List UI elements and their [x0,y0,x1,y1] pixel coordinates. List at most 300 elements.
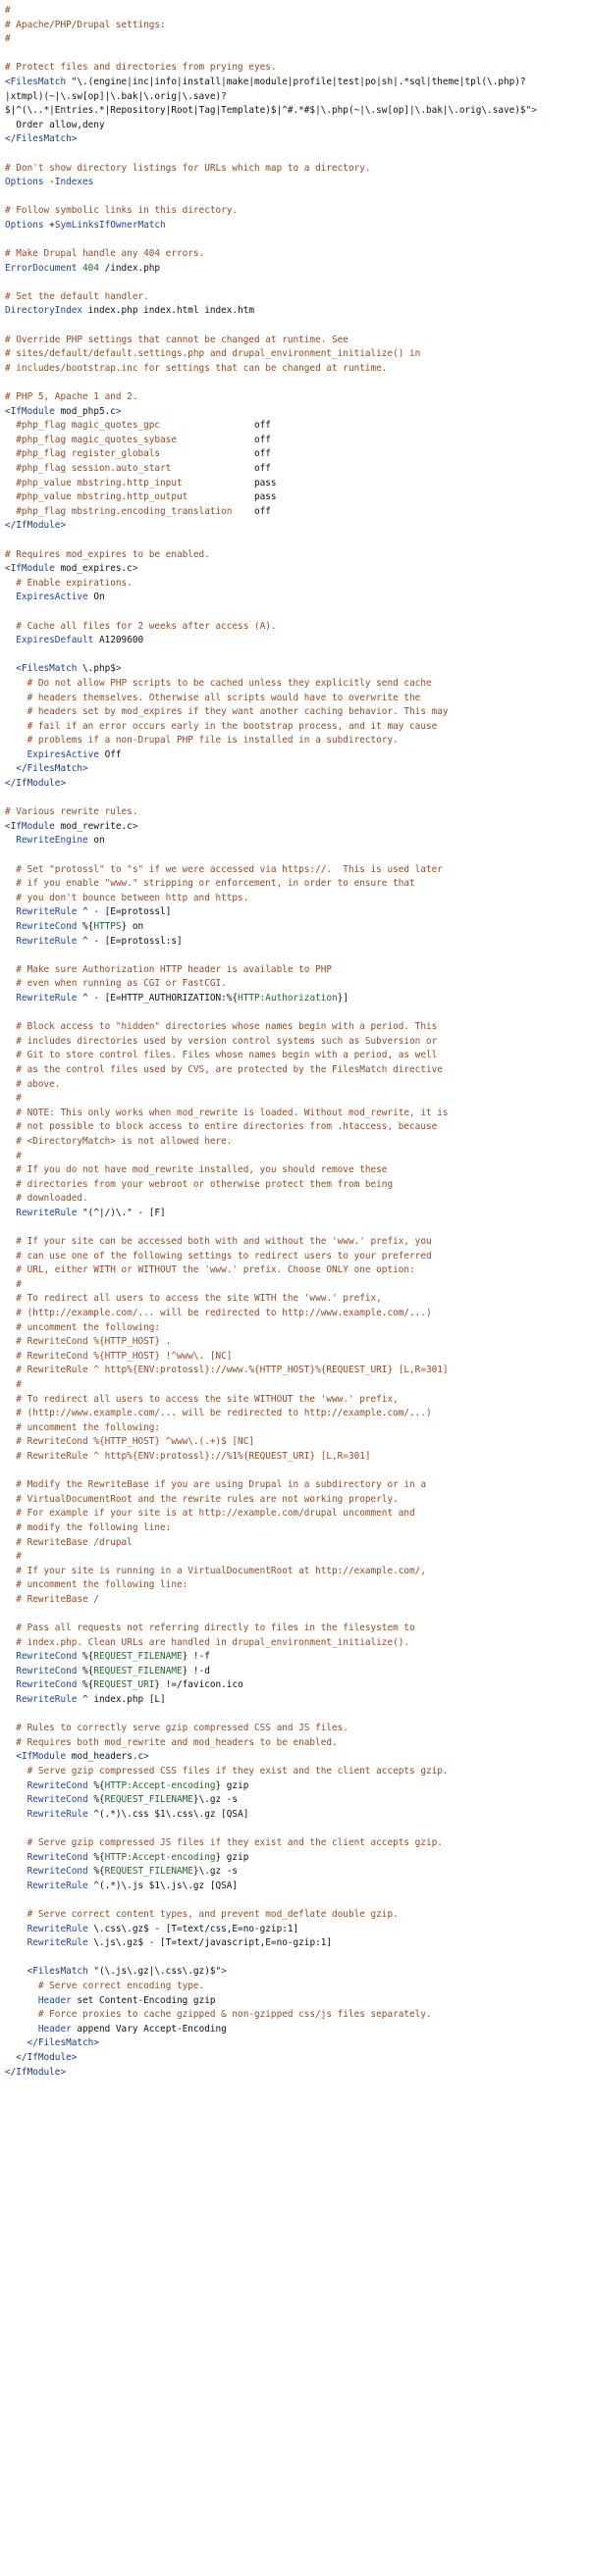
code-line [5,662,589,677]
code-token: - [43,177,55,188]
code-token: HTTP:Accept-encoding [104,1779,216,1791]
code-line [5,548,589,563]
code-token: RewriteRule [16,1207,78,1218]
code-token: # Set "protossl" to "s" if we were accessed via https://. This is used later [5,863,443,875]
code-token: RewriteRule [16,992,78,1004]
code-line [5,1092,589,1107]
code-token: RewriteCond [27,1866,88,1878]
code-token: # [5,1278,22,1290]
code-line [5,262,589,277]
code-token: # above. [5,1078,61,1090]
code-token: ^ - [E=protossl:s] [77,935,183,947]
code-token: mod_rewrite.c [60,820,133,832]
code-line [5,32,589,47]
code-token: # RewriteCond %{HTTP_HOST} . [5,1336,172,1348]
code-line [5,1808,589,1823]
code-token: </FilesMatch> [5,133,78,145]
code-token: }\.gz -s [192,1794,239,1806]
code-line [5,1421,589,1436]
code-token: 404 [82,262,99,274]
code-token: off [254,434,271,445]
code-line [5,1622,589,1636]
code-token [5,921,16,932]
code-line [5,863,589,878]
code-line [5,1565,589,1579]
code-line [5,1250,589,1264]
code-token: # Modify the RewriteBase if you are using Drupal in a subdirectory or in a [5,1479,426,1491]
code-token: \.css\.gz$ - [T=text/css,E=no-gzip:1] [87,1923,299,1934]
code-line [5,2023,589,2037]
code-token: #php_value mbstring.http_output [5,491,254,503]
code-line [5,1536,589,1551]
code-token: DirectoryIndex [5,305,83,317]
code-token: # [5,1150,22,1161]
code-token: # Serve gzip compressed CSS files if they exist and the client accepts gzip. [5,1766,449,1777]
code-line [5,1350,589,1365]
code-token: HTTP:Accept-encoding [104,1851,216,1863]
code-line [5,1822,589,1836]
code-token: # if you enable "www." stripping or enforcement, in order to ensure that [5,878,415,890]
code-line [5,562,589,577]
code-token: <FilesMatch [5,76,72,87]
code-token: # Apache/PHP/Drupal settings: [5,19,166,30]
code-token: # [5,33,11,45]
code-token: REQUEST_FILENAME [104,1866,193,1878]
code-token: #php_flag session.auto_start [5,463,254,474]
code-token [5,1651,16,1662]
code-line [5,4,589,19]
code-line [5,233,589,248]
code-token: index.php index.html index.htm [82,305,255,317]
code-token: Options [5,219,44,231]
code-line [5,1407,589,1421]
code-token: } !=/favicon.ico [154,1679,243,1691]
code-line [5,734,589,748]
code-token: # If your site can be accessed both with and without the 'www.' prefix, you [5,1236,432,1248]
code-token: <FilesMatch [27,1966,94,1978]
code-token: pass [254,477,277,489]
code-token: %{ [77,1665,94,1676]
code-token: off [254,448,271,460]
code-token: # [5,1551,22,1563]
code-line [5,1708,589,1723]
code-line [5,1107,589,1121]
code-line [5,405,589,420]
code-token [5,1966,27,1977]
code-line [5,1650,589,1665]
code-token: # Rules to correctly serve gzip compressed CSS and JS files. [5,1723,348,1734]
code-line [5,1765,589,1779]
code-token: # URL, either WITH or WITHOUT the 'www.' prefix. Choose ONLY one option: [5,1264,415,1276]
code-line [5,219,589,233]
code-line [5,949,589,963]
code-line [5,176,589,190]
code-token: /index.php [98,262,161,274]
code-line [5,1049,589,1063]
code-token: RewriteCond [16,921,78,932]
code-line [5,1364,589,1378]
code-token: # RewriteBase /drupal [5,1536,133,1548]
code-line [5,920,589,935]
code-token: off [254,505,271,517]
code-token: "\.(engine|inc|info|install|make|module|profile|test|po|sh|.*sql|theme|tpl(\.php)? [71,76,526,87]
code-line [5,591,589,605]
code-token: # Set the default handler. [5,290,149,302]
code-token: # RewriteRule ^ http%{ENV:protossl}://www.%{HTTP_HOST}%{REQUEST_URI} [L,R=301] [5,1365,449,1376]
code-token: <IfModule [5,820,61,832]
code-line [5,1865,589,1880]
code-line [5,777,589,792]
code-line [5,834,589,849]
code-token: HTTP:Authorization [238,992,338,1004]
code-token: }] [337,992,348,1004]
code-token: </IfModule> [5,778,67,790]
code-token: #php_flag register_globals [5,448,254,460]
code-token [5,2024,38,2035]
code-token: # Serve correct encoding type. [5,1980,205,1991]
code-token: ^ index.php [L] [77,1694,166,1706]
code-token [5,1995,38,2006]
code-line [5,477,589,491]
code-token: RewriteCond [27,1779,88,1791]
code-line [5,1608,589,1623]
code-line [5,2008,589,2023]
code-token: # fail if an error occurs early in the bootstrap process, and it may cause [5,720,438,732]
code-token: <FilesMatch [16,663,83,675]
code-token [5,1208,16,1218]
code-token: # [5,1093,22,1105]
code-line [5,1393,589,1408]
code-token: ^ - [E=protossl] [77,906,172,918]
code-token: RewriteRule [16,1694,78,1706]
code-line [5,376,589,390]
code-token: # Make Drupal handle any 404 errors. [5,248,205,260]
code-token: #php_flag magic_quotes_gpc [5,420,254,432]
code-token: </IfModule> [16,2051,78,2063]
code-line [5,1263,589,1278]
code-line [5,820,589,835]
code-line [5,1478,589,1493]
code-line [5,1550,589,1565]
code-token: # uncomment the following line: [5,1579,188,1591]
code-line [5,304,589,319]
code-line [5,992,589,1006]
code-token: # Force proxies to cache gzipped & non-gzipped css/js files separately. [5,2009,432,2021]
code-token: SymLinksIfOwnerMatch [54,219,166,231]
code-line [5,1893,589,1908]
code-line [5,1321,589,1336]
code-line [5,1493,589,1508]
code-token: RewriteCond [27,1851,88,1863]
code-token: ExpiresActive [27,748,99,760]
code-line [5,1507,589,1521]
code-token: # Serve gzip compressed JS files if they exist and the client accepts gzip. [5,1837,443,1848]
code-token: }\.gz -s [192,1866,239,1878]
code-line [5,1435,589,1450]
code-token: # RewriteCond %{HTTP_HOST} ^www\.(.+)$ [NC] [5,1436,254,1448]
code-line [5,748,589,763]
code-token: > [132,563,138,575]
code-line [5,1378,589,1393]
code-token: # To redirect all users to access the site WITHOUT the 'www.' prefix, [5,1393,399,1405]
code-line [5,434,589,448]
code-line [5,462,589,477]
code-line [5,1908,589,1923]
code-line [5,204,589,219]
code-token: <IfModule [5,563,61,575]
code-token: # NOTE: This only works when mod_rewrite is loaded. Without mod_rewrite, it is [5,1107,449,1118]
code-token: off [254,463,271,474]
code-line [5,1020,589,1035]
code-token: # directories from your webroot or otherwise protect them from being [5,1178,394,1190]
code-token: \.js\.gz$ - [T=text/javascript,E=no-gzip:1] [87,1937,333,1949]
code-token: set Content-Encoding gzip [71,1994,216,2006]
code-line [5,47,589,62]
code-line [5,290,589,305]
code-token [5,592,16,602]
code-line [5,276,589,290]
code-token: RewriteCond [16,1651,78,1663]
code-line [5,1722,589,1736]
code-line [5,1135,589,1150]
code-token [5,1751,16,1762]
code-line [5,677,589,692]
code-token: REQUEST_FILENAME [93,1651,183,1663]
code-line [5,490,589,505]
code-token: </IfModule> [5,2066,67,2078]
code-line [5,162,589,177]
code-line [5,692,589,706]
code-token: # can use one of the following settings to redirect users to your preferred [5,1250,432,1262]
code-token: REQUEST_FILENAME [93,1665,183,1676]
code-line [5,720,589,735]
code-token: <IfModule [16,1751,72,1763]
code-line [5,1292,589,1307]
code-line [5,849,589,863]
code-token: # you don't bounce between http and https. [5,892,249,903]
code-token [5,1937,27,1948]
code-token: RewriteRule [27,1937,88,1949]
code-line [5,505,589,520]
code-line [5,1235,589,1250]
code-token: } on [121,921,144,932]
code-line [5,362,589,377]
code-token: > [132,820,138,832]
code-token: RewriteCond [16,1665,78,1676]
code-line [5,935,589,950]
code-token: REQUEST_FILENAME [104,1794,193,1806]
code-line [5,634,589,648]
code-line [5,419,589,434]
code-token: + [43,219,55,231]
code-line [5,620,589,635]
code-token: RewriteRule [27,1880,88,1891]
code-token: # headers themselves. Otherwise all scripts would have to overwrite the [5,692,421,703]
code-line [5,1006,589,1021]
code-token: # uncomment the following: [5,1421,161,1433]
code-token: #php_flag magic_quotes_sybase [5,434,254,445]
code-token: Options [5,177,44,188]
code-token: # Don't show directory listings for URLs which map to a directory. [5,162,371,174]
code-line [5,892,589,906]
code-token: RewriteCond [16,1679,78,1691]
code-line [5,319,589,334]
code-token: # as the control files used by CVS, are protected by the FilesMatch directive [5,1063,443,1075]
code-token: %{ [87,1851,105,1863]
code-token: ErrorDocument [5,262,78,274]
code-line [5,19,589,33]
code-line [5,1665,589,1679]
code-line [5,1851,589,1866]
code-token: # Do not allow PHP scripts to be cached unless they explicitly send cache [5,677,432,689]
code-line [5,1207,589,1221]
code-line [5,1163,589,1178]
code-token: ^(.*)\.js $1\.js\.gz [QSA] [87,1880,239,1891]
code-token: # problems if a non-Drupal PHP file is installed in a subdirectory. [5,735,399,747]
code-line [5,1736,589,1751]
code-line [5,447,589,462]
code-line [5,977,589,992]
code-token: mod_headers.c [71,1751,144,1763]
code-token [5,1866,27,1877]
code-token: # downloaded. [5,1193,88,1205]
code-line [5,1335,589,1350]
code-line [5,1307,589,1321]
code-token: > [221,1966,227,1978]
code-line [5,347,589,362]
code-line [5,1880,589,1894]
code-line [5,1278,589,1293]
code-line [5,705,589,720]
code-token: ExpiresDefault [16,635,94,646]
code-line [5,877,589,892]
code-line [5,334,589,348]
code-line [5,1521,589,1536]
code-token [5,1694,16,1705]
code-token: # Block access to "hidden" directories whose names begin with a period. This [5,1021,438,1033]
code-token: # uncomment the following: [5,1321,161,1333]
code-line [5,147,589,162]
code-line [5,1994,589,2009]
code-line [5,1636,589,1651]
code-token: # RewriteRule ^ http%{ENV:protossl}://%1%{REQUEST_URI} [L,R=301] [5,1450,371,1462]
code-token: </IfModule> [5,520,67,532]
code-token: # Git to store control files. Files whose names begin with a period, as well [5,1050,438,1061]
code-token [5,993,16,1004]
code-line [5,1178,589,1193]
code-token: # includes directories used by version control systems such as Subversion or [5,1035,438,1047]
code-token: # Pass all requests not referring directly to files in the filesystem to [5,1623,415,1634]
code-token [5,936,16,947]
code-line [5,1980,589,1994]
code-line [5,1220,589,1235]
code-token: ^ - [E=HTTP_AUTHORIZATION:%{ [77,992,239,1004]
code-token: append Vary Accept-Encoding [71,2023,227,2035]
code-token: Off [98,748,122,760]
code-token: } gzip [215,1779,249,1791]
code-token: RewriteRule [16,906,78,918]
code-token: # Override PHP settings that cannot be changed at runtime. See [5,334,348,345]
code-line [5,519,589,534]
code-token: # sites/default/default.settings.php and drupal_environment_initialize() in [5,348,421,360]
code-line [5,605,589,620]
code-token: on [87,835,105,847]
code-line [5,1793,589,1808]
code-token: # Requires both mod_rewrite and mod_headers to be enabled. [5,1736,338,1748]
code-token [5,635,16,645]
code-token: # If your site is running in a VirtualDocumentRoot at http://example.com/, [5,1565,426,1576]
code-line [5,1063,589,1078]
code-token [5,2052,16,2063]
code-line [5,805,589,820]
code-token: %{ [87,1794,105,1806]
code-token: # includes/bootstrap.inc for settings that can be changed at runtime. [5,362,388,374]
code-token: > [531,105,537,117]
code-line [5,104,589,119]
code-line [5,190,589,205]
code-line [5,1120,589,1135]
code-token: mod_php5.c [60,405,116,417]
code-token: > [115,663,122,675]
code-token: } !-f [182,1651,210,1663]
code-line [5,1836,589,1851]
code-token: "(^|/)\." - [F] [77,1207,166,1218]
code-line [5,119,589,133]
code-line [5,1693,589,1708]
code-token: </FilesMatch> [27,2037,99,2049]
code-token: %{ [77,1679,94,1691]
code-line [5,1936,589,1951]
code-line [5,1951,589,1966]
code-token [5,1924,27,1934]
code-token: RewriteCond [27,1794,88,1806]
code-token [5,1794,27,1805]
code-token: #php_value mbstring.http_input [5,477,254,489]
code-line [5,1035,589,1050]
code-token: ^(.*)\.css $1\.css\.gz [QSA] [87,1808,249,1820]
code-token: # Requires mod_expires to be enabled. [5,548,210,560]
code-token: # Cache all files for 2 weeks after access (A). [5,620,277,632]
code-token: # RewriteBase / [5,1593,99,1605]
code-line [5,1578,589,1593]
code-token: REQUEST_URI [93,1679,155,1691]
code-token: \.php$ [82,663,116,675]
code-token: off [254,420,271,432]
code-line [5,1593,589,1608]
code-line [5,1678,589,1693]
code-token [5,1679,16,1690]
code-token: Header [37,1994,72,2006]
code-token: #php_flag mbstring.encoding_translation [5,505,254,517]
code-token: RewriteRule [16,935,78,947]
code-token: # [5,5,11,16]
code-token: RewriteEngine [16,835,88,847]
code-line [5,2036,589,2051]
code-token: > [143,1751,149,1763]
code-token: } gzip [215,1851,249,1863]
code-token: # VirtualDocumentRoot and the rewrite rules are not working properly. [5,1493,399,1505]
code-token: # For example if your site is at http://example.com/drupal uncomment and [5,1508,415,1520]
code-token: "(\.js\.gz|\.css\.gz)$" [93,1966,222,1978]
code-token [5,2037,27,2048]
code-line [5,648,589,663]
code-line [5,905,589,920]
code-line [5,2051,589,2066]
code-token [5,1809,27,1820]
code-line [5,792,589,806]
code-line [5,1192,589,1207]
code-line [5,76,589,90]
